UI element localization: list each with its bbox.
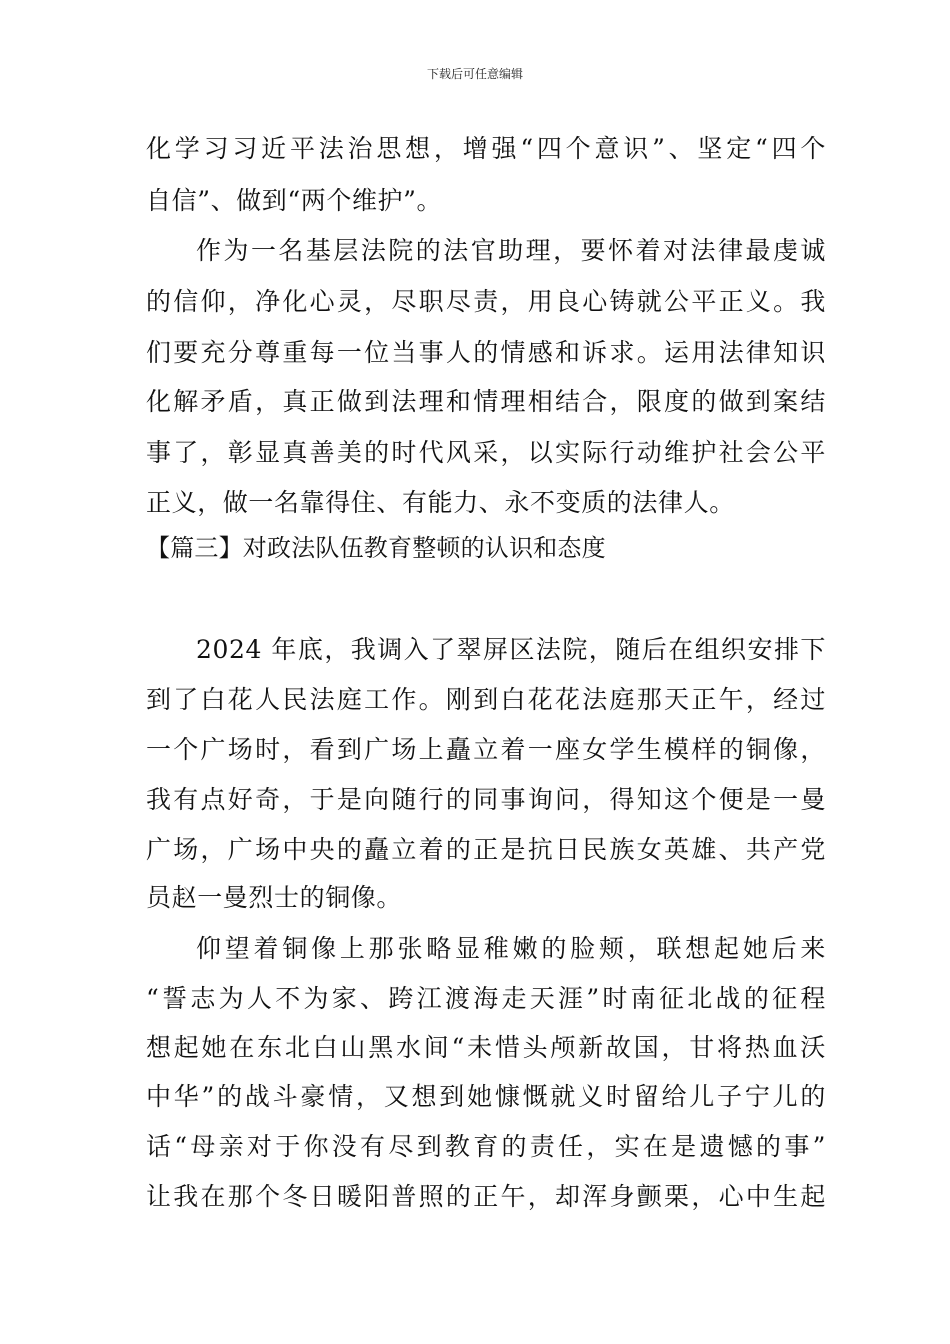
- paragraph-3-line-6: 员赵一曼烈士的铜像。: [146, 883, 403, 912]
- paragraph-1-line-1: 化学习习近平法治思想，增强“四个意识”、坚定“四个: [146, 134, 826, 163]
- paragraph-4-line-6: 让我在那个冬日暖阳普照的正午，却浑身颤栗，心中生起: [146, 1182, 826, 1211]
- paragraph-4-line-4: 中华”的战斗豪情，又想到她慷慨就义时留给儿子宁儿的: [146, 1082, 826, 1111]
- section-heading: 【篇三】对政法队伍教育整顿的认识和态度: [146, 534, 606, 562]
- paragraph-2-line-1: 作为一名基层法院的法官助理，要怀着对法律最虔诚: [196, 236, 826, 265]
- paragraph-4-line-5: 话“母亲对于你没有尽到教育的责任，实在是遗憾的事”: [146, 1132, 826, 1161]
- paragraph-2-line-4: 化解矛盾，真正做到法理和情理相结合，限度的做到案结: [146, 387, 826, 416]
- paragraph-2-line-2: 的信仰，净化心灵，尽职尽责，用良心铸就公平正义。我: [146, 287, 826, 316]
- paragraph-2-line-6: 正义，做一名靠得住、有能力、永不变质的法律人。: [146, 488, 735, 517]
- paragraph-4-line-2: “誓志为人不为家、跨江渡海走天涯”时南征北战的征程: [146, 984, 826, 1013]
- paragraph-3-line-5: 广场，广场中央的矗立着的正是抗日民族女英雄、共产党: [146, 835, 826, 864]
- page-header-note: 下载后可任意编辑: [426, 67, 523, 81]
- paragraph-3-line-3: 一个广场时，看到广场上矗立着一座女学生模样的铜像，: [146, 735, 826, 764]
- paragraph-2-line-3: 们要充分尊重每一位当事人的情感和诉求。运用法律知识: [146, 338, 826, 367]
- paragraph-3-line-4: 我有点好奇，于是向随行的同事询问，得知这个便是一曼: [146, 785, 826, 814]
- paragraph-4-line-3: 想起她在东北白山黑水间“未惜头颅新故国，甘将热血沃: [146, 1033, 826, 1062]
- paragraph-2-line-5: 事了，彰显真善美的时代风采，以实际行动维护社会公平: [146, 438, 826, 467]
- paragraph-3-line-2: 到了白花人民法庭工作。刚到白花花法庭那天正午，经过: [146, 685, 826, 714]
- paragraph-4-line-1: 仰望着铜像上那张略显稚嫩的脸颊，联想起她后来: [196, 934, 826, 963]
- paragraph-3-line-1: 2024 年底，我调入了翠屏区法院，随后在组织安排下: [196, 635, 826, 664]
- paragraph-1-line-2: 自信”、做到“两个维护”。: [146, 186, 443, 215]
